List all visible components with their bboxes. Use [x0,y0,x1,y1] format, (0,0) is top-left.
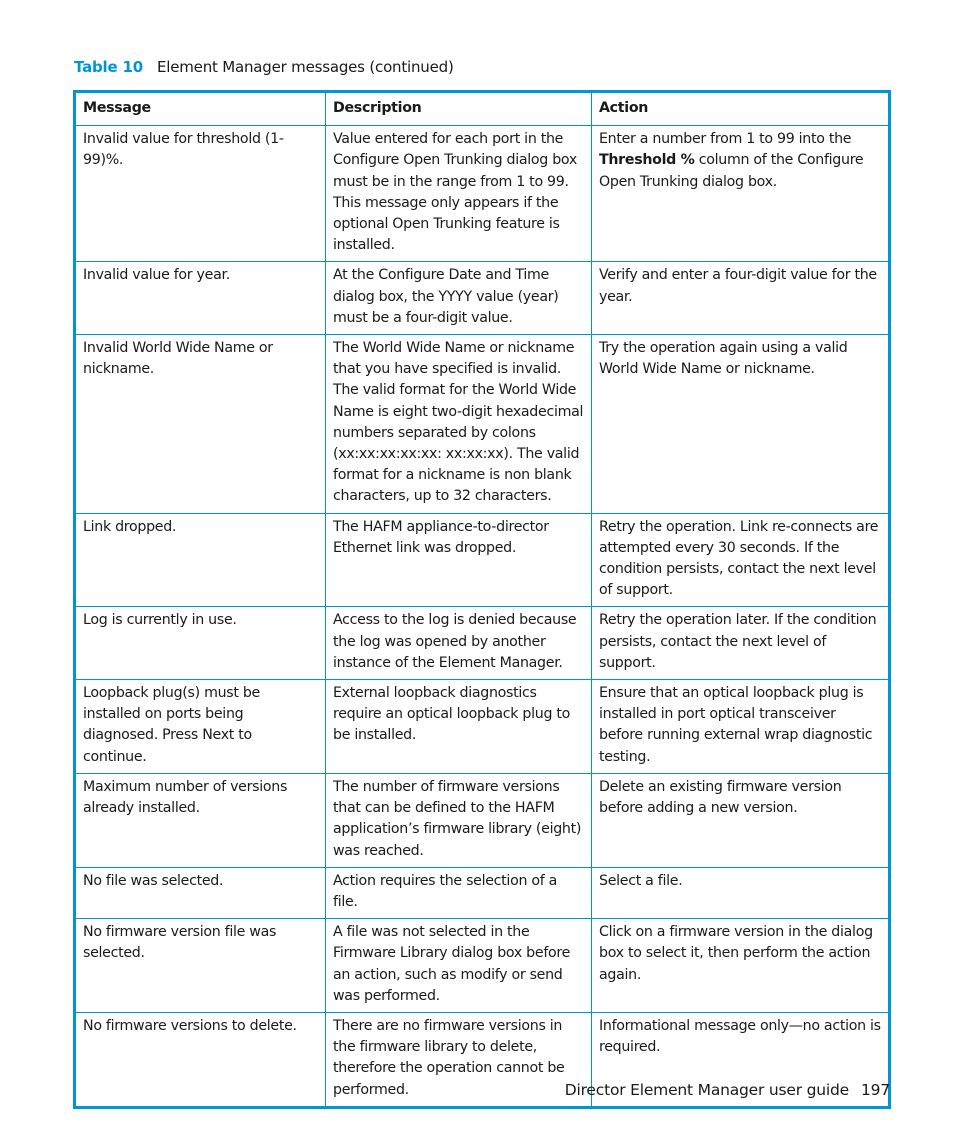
table-row [75,607,890,680]
table-row [75,867,890,918]
action-cell: Select a file. [592,867,890,918]
action-cell: Click on a firmware version in the dialog box to select it, then perform the action again. [592,919,890,1013]
message-cell: Link dropped. [75,513,326,607]
header-description: Description [326,92,592,126]
element-manager-messages-table [73,90,891,1109]
table-row [75,773,890,867]
action-cell: Try the operation again using a valid World Wide Name or nickname. [592,335,890,514]
message-cell: Invalid value for threshold (1-99)%. [75,126,326,262]
description-cell: The World Wide Name or nickname that you have specified is invalid. The valid format for the World Wide Name is eight two-digit hexadecimal numbers separated by colons (xx:xx:xx:xx:xx: xx:xx:xx). The valid format for a nickname is non blank characters, up to 32 characters. [326,335,592,514]
table-row [75,335,890,514]
page-number: 197 [861,1081,890,1099]
message-cell: Loopback plug(s) must be installed on ports being diagnosed. Press Next to continue. [75,680,326,774]
threshold-field-name: Threshold % [599,152,695,169]
table-number: Table 10 [74,58,143,76]
action-cell: Delete an existing firmware version before adding a new version. [592,773,890,867]
table-row [75,126,890,262]
page-footer [565,1081,890,1099]
description-cell: There are no firmware versions in the firmware library to delete, therefore the operation cannot be performed. [326,1012,592,1107]
action-cell: Retry the operation. Link re-connects are attempted every 30 seconds. If the condition persists, contact the next level of support. [592,513,890,607]
table-row [75,680,890,774]
description-cell: The number of firmware versions that can be defined to the HAFM application’s firmware library (eight) was reached. [326,773,592,867]
table-header-row [75,92,890,126]
action-cell: Retry the operation later. If the condition persists, contact the next level of support. [592,607,890,680]
guide-title: Director Element Manager user guide [564,1081,849,1099]
description-cell: At the Configure Date and Time dialog box, the YYYY value (year) must be a four-digit value. [326,262,592,335]
message-cell: No firmware version file was selected. [75,919,326,1013]
message-cell: No firmware versions to delete. [75,1012,326,1107]
action-cell: Verify and enter a four-digit value for the year. [592,262,890,335]
message-cell: Log is currently in use. [75,607,326,680]
message-cell: Maximum number of versions already installed. [75,773,326,867]
description-cell: A file was not selected in the Firmware Library dialog box before an action, such as modify or send was performed. [326,919,592,1013]
table-caption [74,58,454,76]
message-cell: Invalid value for year. [75,262,326,335]
action-cell: Ensure that an optical loopback plug is installed in port optical transceiver before running external wrap diagnostic testing. [592,680,890,774]
table-row [75,262,890,335]
description-cell: External loopback diagnostics require an optical loopback plug to be installed. [326,680,592,774]
action-cell: Informational message only—no action is required. [592,1012,890,1107]
table-title: Element Manager messages (continued) [156,58,454,76]
action-text: Enter a number from 1 to 99 into the [599,131,852,148]
description-cell: The HAFM appliance-to-director Ethernet link was dropped. [326,513,592,607]
message-cell: No file was selected. [75,867,326,918]
action-cell [592,126,890,262]
table-row [75,513,890,607]
message-cell: Invalid World Wide Name or nickname. [75,335,326,514]
description-cell: Access to the log is denied because the log was opened by another instance of the Element Manager. [326,607,592,680]
description-cell: Value entered for each port in the Configure Open Trunking dialog box must be in the range from 1 to 99. This message only appears if the optional Open Trunking feature is installed. [326,126,592,262]
header-action: Action [592,92,890,126]
description-cell: Action requires the selection of a file. [326,867,592,918]
action-text: column of the Configure Open Trunking dialog box. [599,152,864,190]
table-row [75,919,890,1013]
header-message: Message [75,92,326,126]
